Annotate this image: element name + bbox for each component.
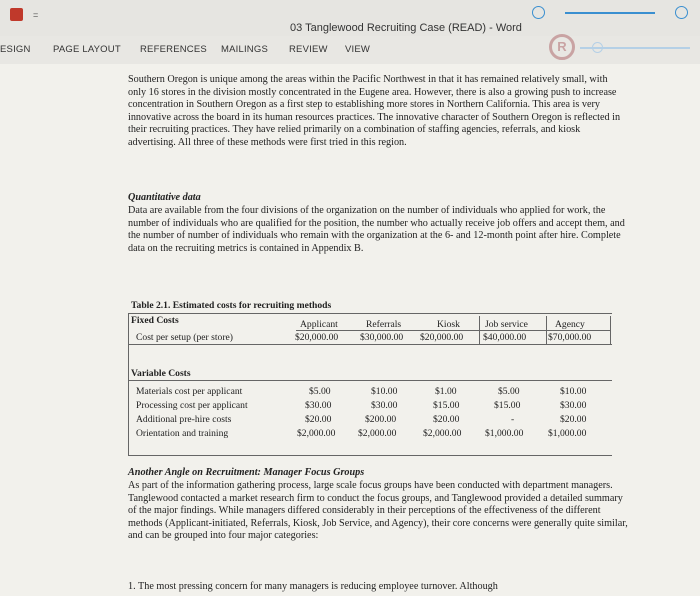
table-left-border <box>128 313 129 456</box>
column-header: Agency <box>555 319 585 330</box>
table-cell: $15.00 <box>494 400 521 411</box>
document-page[interactable] <box>0 64 700 596</box>
table-cell: $2,000.00 <box>358 428 397 439</box>
window-control-bar <box>565 12 655 14</box>
table-divider <box>128 344 612 345</box>
title-bar <box>0 0 700 36</box>
table-cell: $20,000.00 <box>295 332 339 343</box>
column-header: Kiosk <box>437 319 460 330</box>
fixed-row-label: Cost per setup (per store) <box>136 332 233 343</box>
table-cell: $2,000.00 <box>297 428 336 439</box>
table-divider <box>610 316 611 344</box>
table-cell: $30.00 <box>560 400 587 411</box>
table-cell: $30.00 <box>371 400 398 411</box>
column-header: Job service <box>485 319 528 330</box>
table-cell: $10.00 <box>560 386 587 397</box>
paragraph-southern-oregon: Southern Oregon is unique among the areas within the Pacific Northwest in that it has remained relatively small, with only 16 stores in the division mostly concentrated in the Eugene area. However, there is also a growing push to increase concentration in Southern Oregon as a first step to establishing more stores in Northern California. This area is very innovative across the board in its human resources practices. The innovative character of Southern Oregon is reflected in their recruiting practices. They have relied primarily on a combination of staffing agencies, referrals, and kiosk advertising. All three of these methods were first tried in this region. <box>128 74 621 148</box>
heading-another-angle: Another Angle on Recruitment: Manager Focus Groups <box>128 467 365 478</box>
window-controls <box>532 6 688 19</box>
paragraph-focus-groups: As part of the information gathering process, large scale focus groups have been conducted with department managers. Tanglewood contacted a market research firm to conduct the focus groups, and Tanglewood provided a detailed summary of the major findings. While managers differed considerably in their perceptions of the effectiveness of the different methods (Applicant-initiated, Referrals, Kiosk, Job Service, and Agency), their core concerns were generally quite similar, and can be grouped into four major categories: <box>128 480 628 542</box>
column-header: Applicant <box>300 319 338 330</box>
fixed-costs-label: Fixed Costs <box>131 315 179 326</box>
tab-mailings[interactable]: MAILINGS <box>221 44 268 55</box>
table-cell: - <box>511 414 515 425</box>
table-cell: $15.00 <box>433 400 460 411</box>
table-cell: $10.00 <box>371 386 398 397</box>
table-cell: $1.00 <box>435 386 457 397</box>
tab-design[interactable]: ESIGN <box>0 44 31 55</box>
customize-dropdown-icon[interactable]: = <box>33 9 39 20</box>
window-title: 03 Tanglewood Recruiting Case (READ) - Word <box>290 22 522 34</box>
table-cell: $20.00 <box>433 414 460 425</box>
table-caption: Table 2.1. Estimated costs for recruiting methods <box>131 300 332 311</box>
table-cell: $200.00 <box>365 414 397 425</box>
variable-row-label: Materials cost per applicant <box>136 386 243 397</box>
table-cell: $20.00 <box>305 414 332 425</box>
paragraph-turnover: 1. The most pressing concern for many managers is reducing employee turnover. Although <box>128 581 498 592</box>
table-cell: $2,000.00 <box>423 428 462 439</box>
column-header: Referrals <box>366 319 402 330</box>
table-cell: $20,000.00 <box>420 332 464 343</box>
table-cell: $30,000.00 <box>360 332 404 343</box>
table-cell: $40,000.00 <box>483 332 527 343</box>
tab-review[interactable]: REVIEW <box>289 44 328 55</box>
variable-row-label: Orientation and training <box>136 428 229 439</box>
window-control-icon[interactable] <box>675 6 688 19</box>
table-cell: $70,000.00 <box>548 332 592 343</box>
variable-row-label: Additional pre-hire costs <box>136 414 232 425</box>
save-icon[interactable] <box>10 8 23 21</box>
tab-references[interactable]: REFERENCES <box>140 44 207 55</box>
table-divider <box>128 380 612 381</box>
tab-page-layout[interactable]: PAGE LAYOUT <box>53 44 121 55</box>
table-cell: $1,000.00 <box>485 428 524 439</box>
table-cell: $20.00 <box>560 414 587 425</box>
recruiting-costs-table <box>128 300 612 456</box>
paragraph-quantitative: Data are available from the four divisions of the organization on the number of individuals who applied for work, the number of individuals who are qualified for the position, the number who actually receive job offers and accept them, and the number of number of individuals who remain with the organization at the 6- and 12-month point after hire. Complete data on the recruiting metrics is contained in Appendix B. <box>128 205 625 254</box>
tab-view[interactable]: VIEW <box>345 44 371 55</box>
table-cell: $5.00 <box>309 386 331 397</box>
variable-costs-label: Variable Costs <box>131 368 191 379</box>
table-cell: $30.00 <box>305 400 332 411</box>
user-avatar[interactable]: R <box>549 34 575 60</box>
quick-access-toolbar <box>10 8 38 21</box>
variable-row-label: Processing cost per applicant <box>136 400 248 411</box>
window-control-icon[interactable] <box>532 6 545 19</box>
heading-quantitative-data: Quantitative data <box>128 192 201 203</box>
table-bottom-border <box>128 455 612 456</box>
table-cell: $1,000.00 <box>548 428 587 439</box>
table-cell: $5.00 <box>498 386 520 397</box>
table-top-border <box>128 313 612 314</box>
ribbon-slider-handle[interactable] <box>592 42 603 53</box>
table-divider <box>296 330 610 331</box>
